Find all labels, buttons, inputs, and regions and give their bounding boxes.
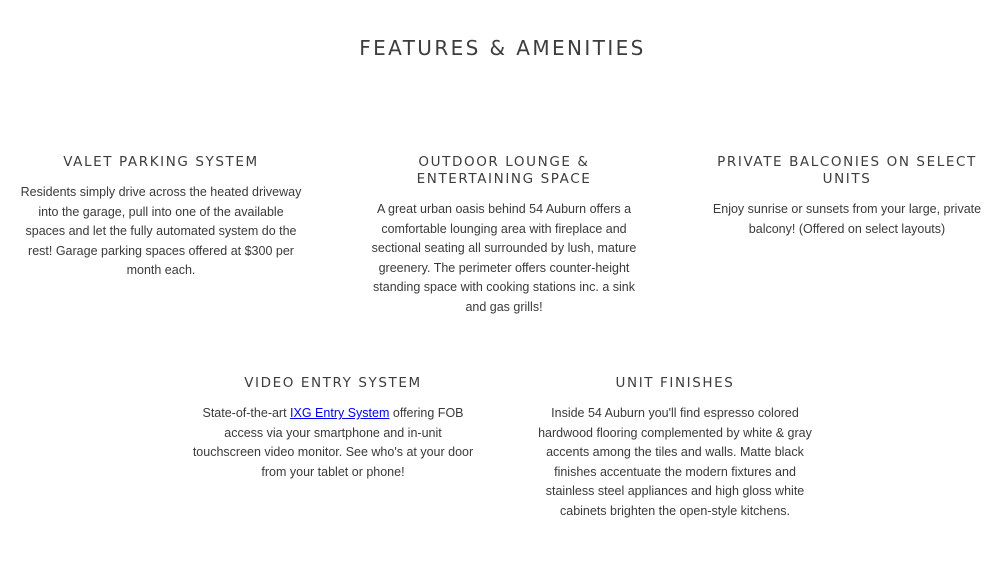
feature-description: A great urban oasis behind 54 Auburn offers a comfortable lounging area with fireplace and sectional seating all surrounded by lush, mature greenery. The perimeter offers counter-height standing space with cooking stations inc. a sink and gas grills! bbox=[371, 202, 637, 314]
feature-description-start: State-of-the-art bbox=[202, 406, 291, 420]
feature-description-end: offering FOB access via your smartphone and in-unit touchscreen video monitor. See who's at your door from your tablet or phone! bbox=[192, 406, 474, 479]
feature-unit-finishes bbox=[536, 375, 814, 522]
page-title: FEATURES & AMENITIES bbox=[359, 36, 646, 60]
feature-title: OUTDOOR LOUNGE & ENTERTAINING SPACE bbox=[416, 154, 592, 187]
feature-outdoor-lounge bbox=[368, 154, 640, 318]
feature-private-balconies bbox=[708, 154, 986, 239]
ixg-entry-system-link[interactable]: IXG Entry System bbox=[290, 406, 390, 420]
feature-description: Inside 54 Auburn you'll find espresso colored hardwood flooring complemented by white & gray accents among the tiles and walls. Matte black finishes accentuate the modern fixtures and stainless steel appliances and high gloss white cabinets brighten the open-style kitchens. bbox=[538, 406, 812, 518]
feature-video-entry bbox=[190, 375, 476, 482]
feature-description bbox=[190, 404, 476, 482]
feature-valet-parking bbox=[18, 154, 304, 281]
feature-title: UNIT FINISHES bbox=[615, 375, 735, 391]
feature-title: VALET PARKING SYSTEM bbox=[63, 154, 259, 170]
feature-title: PRIVATE BALCONIES ON SELECT UNITS bbox=[717, 154, 977, 187]
feature-description: Residents simply drive across the heated driveway into the garage, pull into one of the available spaces and let the fully automated system do the rest! Garage parking spaces offered at $300 per month each. bbox=[20, 185, 302, 278]
feature-title: VIDEO ENTRY SYSTEM bbox=[244, 375, 422, 391]
feature-description: Enjoy sunrise or sunsets from your large, private balcony! (Offered on select layouts) bbox=[712, 202, 982, 236]
